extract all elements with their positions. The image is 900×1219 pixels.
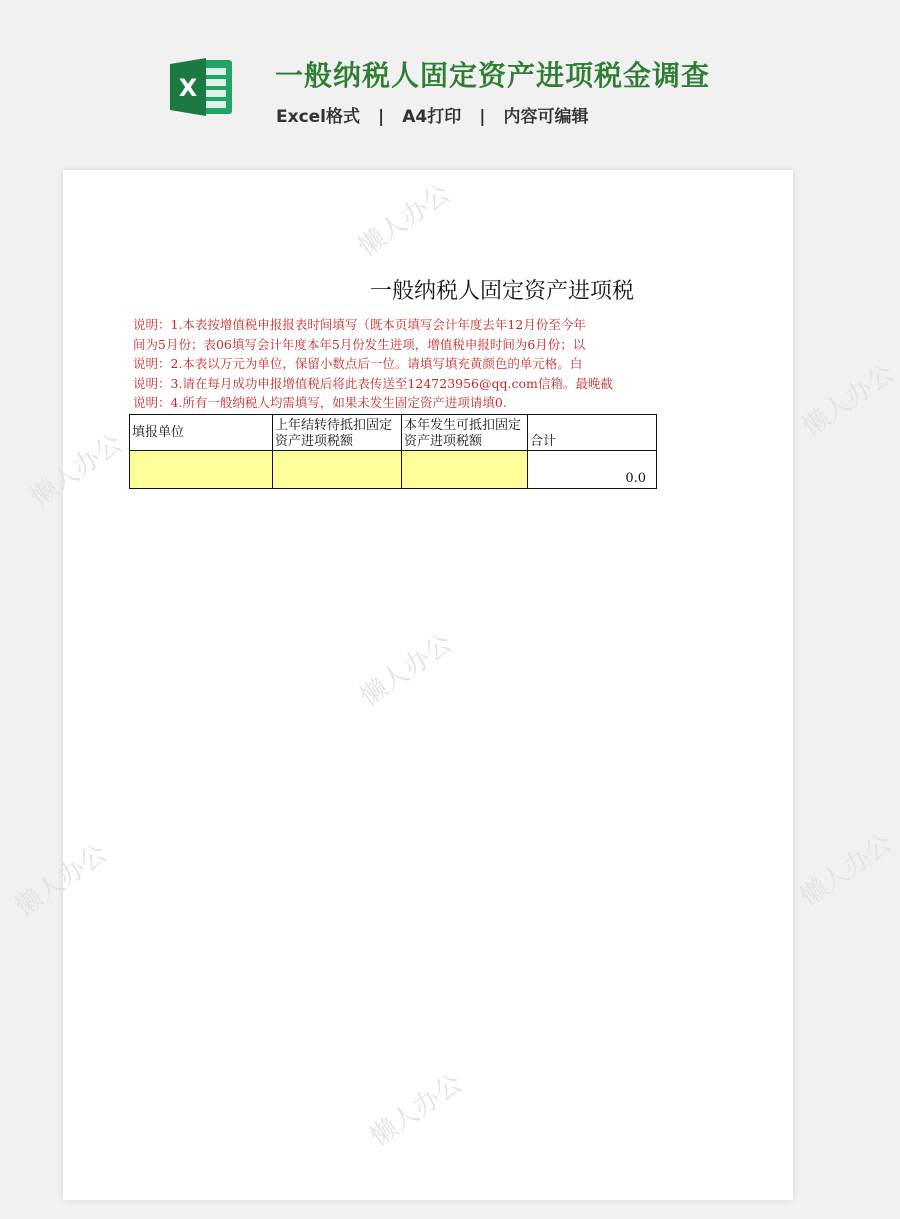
document-preview	[10, 170, 900, 1200]
cell-current-year[interactable]	[402, 451, 528, 489]
header-reporting-unit: 填报单位	[130, 415, 273, 451]
tag-separator: |	[479, 107, 486, 127]
watermark: 懒人办公	[795, 828, 898, 913]
document-title: 一般纳税人固定资产进项税	[370, 279, 635, 304]
page-title: 一般纳税人固定资产进项税金调查	[275, 59, 711, 92]
tag-print: A4打印	[402, 107, 462, 127]
table-header-row	[130, 415, 657, 451]
tag-editable: 内容可编辑	[503, 107, 589, 127]
watermark: 懒人办公	[25, 428, 128, 513]
cell-carried-over[interactable]	[273, 451, 402, 489]
excel-logo-letter: X	[178, 74, 198, 102]
note-line: 说明：4.所有一般纳税人均需填写，如果未发生固定资产进项请填0.	[133, 395, 507, 410]
note-line: 间为5月份；表06填写会计年度本年5月份发生进项，增值税申报时间为6月份；以	[133, 336, 586, 352]
watermark: 懒人办公	[353, 178, 456, 263]
watermark: 懒人办公	[10, 838, 113, 923]
header-carried-over: 上年结转待抵扣固定资产进项税额	[273, 415, 402, 451]
note-line: 说明：2.本表以万元为单位，保留小数点后一位。请填写填充黄颜色的单元格。白	[133, 356, 583, 371]
header-current-year: 本年发生可抵扣固定资产进项税额	[402, 415, 528, 451]
notes	[133, 315, 661, 413]
watermark: 懒人办公	[355, 628, 458, 713]
watermark: 懒人办公	[797, 358, 900, 443]
table-row	[130, 451, 657, 489]
cell-reporting-unit[interactable]	[130, 451, 273, 489]
tag-format: Excel格式	[276, 107, 361, 127]
note-line: 说明：3.请在每月成功申报增值税后将此表传送至124723956@qq.com信箱。最晚截	[133, 375, 613, 391]
excel-icon	[170, 56, 234, 118]
note-line: 说明：1.本表按增值税申报报表时间填写（既本页填写会计年度去年12月份至今年	[133, 317, 586, 332]
header	[0, 0, 860, 150]
format-tags	[276, 102, 588, 127]
watermark: 懒人办公	[365, 1068, 468, 1153]
header-total: 合计	[528, 415, 657, 451]
tag-separator: |	[378, 107, 385, 127]
cell-total: 0.0	[528, 451, 657, 489]
tax-table	[129, 414, 657, 489]
